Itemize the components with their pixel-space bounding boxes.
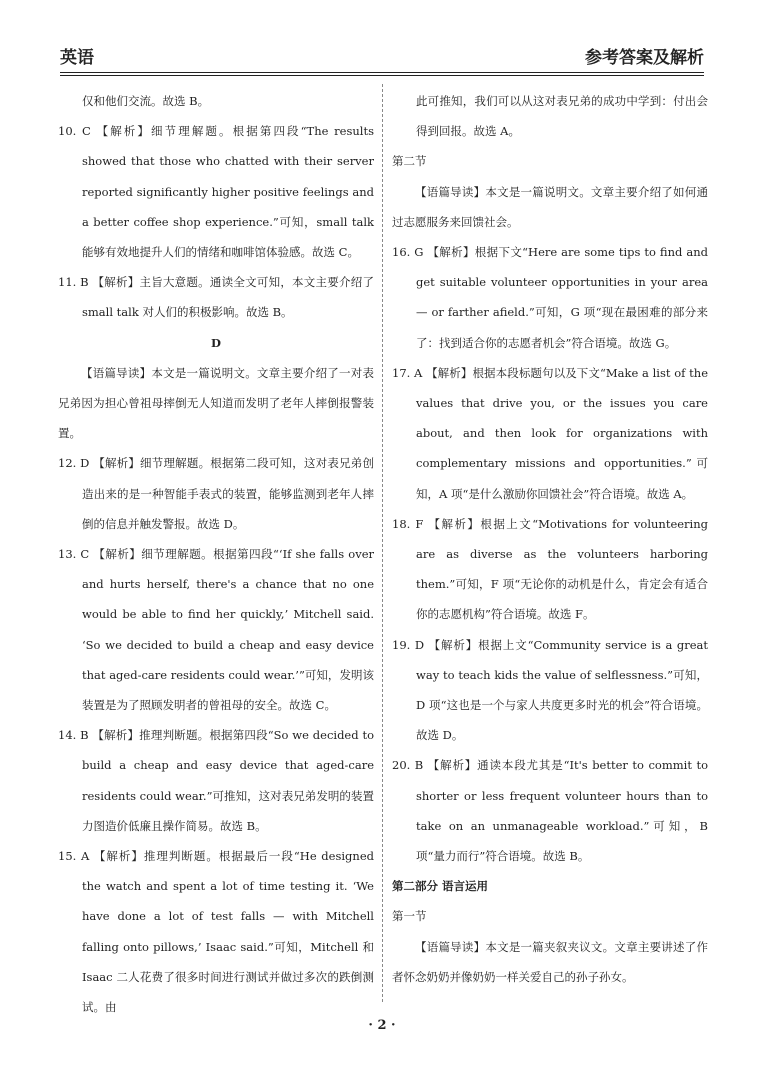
paragraph: 19. D 【解析】根据上文“Community service is a great way to teach kids the value of selflessness.”可知，D 项“这也是一个与家人共度更多时光的机会”符合语境。故选 D。 xyxy=(392,637,708,743)
paragraph: 【语篇导读】本文是一篇说明文。文章主要介绍了一对表兄弟因为担心曾祖母摔倒无人知道而发明了老年人摔倒报警装置。 xyxy=(58,365,374,441)
paragraph: 17. A 【解析】根据本段标题句以及下文“Make a list of the values that drive you, or the issues you care about, and then look for organizations with complementary missions and opportunities.”可知，A 项“是什么激励你回馈社会”符合语境。故选 A。 xyxy=(392,365,708,501)
paragraph: 仅和他们交流。故选 B。 xyxy=(82,94,210,108)
left-column xyxy=(58,86,374,1022)
paragraph: 14. B 【解析】推理判断题。根据第四段“So we decided to build a cheap and easy device that aged-care residents could wear.”可推知，这对表兄弟发明的装置力图造价低廉且操作简易。故选 B。 xyxy=(58,728,374,833)
paragraph: 第一节 xyxy=(392,909,427,924)
paragraph: D xyxy=(211,335,221,350)
paragraph: 16. G 【解析】根据下文“Here are some tips to find and get suitable volunteer opportunities in your area — or farther afield.”可知，G 项“现在最困难的部分来了：找到适合你的志愿者机会”符合语境。故选 G。 xyxy=(392,245,708,350)
paragraph: 12. D 【解析】细节理解题。根据第二段可知，这对表兄弟创造出来的是一种智能手表式的装置，能够监测到老年人摔倒的信息并触发警报。故选 D。 xyxy=(58,456,374,531)
page-header xyxy=(60,44,704,73)
column-divider xyxy=(382,84,383,1002)
paragraph: 此可推知，我们可以从这对表兄弟的成功中学到：付出会得到回报。故选 A。 xyxy=(416,94,708,139)
paragraph: 10. C 【解析】细节理解题。根据第四段“The results showed that those who chatted with their server reported significantly higher positive feelings and a better coffee shop experience.”可知，small talk 能够有效地提升人们的情绪和咖啡馆体验感。故选 C。 xyxy=(58,124,374,260)
paragraph: 15. A 【解析】推理判断题。根据最后一段“He designed the watch and spent a lot of time testing it. ‘We have done a lot of test falls — with Mitchell falling onto pillows,’ Isaac said.”可知，Mitchell 和 Isaac 二人花费了很多时间进行测试并做过多次的跌倒测试。由 xyxy=(58,849,374,1015)
paragraph: 第二部分 语言运用 xyxy=(392,879,489,894)
paragraph: 【语篇导读】本文是一篇夹叙夹议文。文章主要讲述了作者怀念奶奶并像奶奶一样关爱自己的孙子孙女。 xyxy=(392,939,708,984)
page-number: · 2 · xyxy=(368,1018,396,1033)
header-rule xyxy=(60,75,704,76)
paragraph: 13. C 【解析】细节理解题。根据第四段“‘If she falls over and hurts herself, there's a chance that no one would be able to find her quickly,’ Mitchell said. ‘So we decided to build a cheap and easy device that aged-care residents could wear.’”可知，发明该装置是为了照顾发明者的曾祖母的安全。故选 C。 xyxy=(58,547,374,713)
paragraph: 11. B 【解析】主旨大意题。通读全文可知，本文主要介绍了 small talk 对人们的积极影响。故选 B。 xyxy=(58,275,374,320)
subject-title: 英语 xyxy=(60,48,94,68)
section-title: 参考答案及解析 xyxy=(585,48,704,68)
paragraph: 第二节 xyxy=(392,154,427,169)
paragraph: 18. F 【解析】根据上文“Motivations for volunteering are as diverse as the volunteers harboring them.”可知，F 项“无论你的动机是什么，肯定会有适合你的志愿机构”符合语境。故选 F。 xyxy=(392,516,708,622)
paragraph: 【语篇导读】本文是一篇说明文。文章主要介绍了如何通过志愿服务来回馈社会。 xyxy=(392,184,708,229)
paragraph: 20. B 【解析】通读本段尤其是“It's better to commit to shorter or less frequent volunteer hours than to take on an unmanageable workload.”可知，B 项“量力而行”符合语境。故选 B。 xyxy=(392,758,708,864)
right-column xyxy=(392,86,708,992)
